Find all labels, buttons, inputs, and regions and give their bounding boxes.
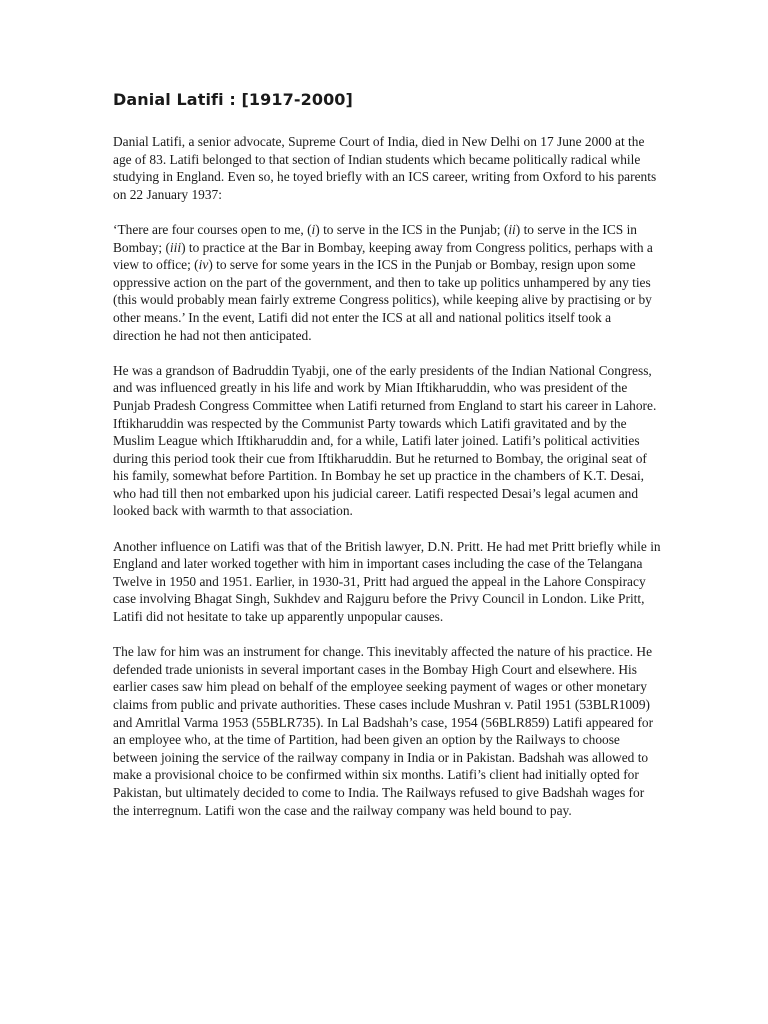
paragraph bbox=[113, 362, 661, 520]
paragraph bbox=[113, 643, 661, 819]
text-run: ‘There are four courses open to me, ( bbox=[113, 221, 312, 237]
italic-text-run: iv bbox=[198, 257, 209, 273]
paragraph bbox=[113, 538, 661, 626]
paragraph bbox=[113, 221, 661, 344]
text-run: Another influence on Latifi was that of the British lawyer, D.N. Pritt. He had met Pritt briefly while in England and later worked together with him in important cases including the case of the Telangana Twelve in 1950 and 1951. Earlier, in 1930-31, Pritt had argued the appeal in the Lahore Conspiracy case involving Bhagat Singh, Sukhdev and Rajguru before the Privy Council in London. Like Pritt, Latifi did not hesitate to take up apparently unpopular causes. bbox=[113, 538, 661, 625]
document-title: Danial Latifi : [1917-2000] bbox=[113, 90, 353, 109]
text-run: ) to practice at the Bar in Bombay, keeping away from Congress politics, perhaps with a view to office; ( bbox=[113, 239, 653, 273]
text-run: ) to serve for some years in the ICS in the Punjab or Bombay, resign upon some oppressive action on the part of the government, and then to take up politics unhampered by any ties (this would probably mean fairly extreme Congress politics), while keeping alive by practising or by other means.’ In the event, Latifi did not enter the ICS at all and national politics itself took a direction he had not then anticipated. bbox=[113, 257, 652, 343]
document-body bbox=[113, 90, 661, 837]
text-run: ) to serve in the ICS in Bombay; ( bbox=[113, 221, 638, 255]
paragraph-container bbox=[113, 133, 661, 819]
text-run: ) to serve in the ICS in the Punjab; ( bbox=[315, 221, 509, 237]
text-run: Danial Latifi, a senior advocate, Supreme Court of India, died in New Delhi on 17 June 2000 at the age of 83. Latifi belonged to that section of Indian students which became politically radical while studying in England. Even so, he toyed briefly with an ICS career, writing from Oxford to his parents on 22 January 1937: bbox=[113, 134, 657, 202]
italic-text-run: ii bbox=[508, 221, 516, 237]
text-run: He was a grandson of Badruddin Tyabji, one of the early presidents of the Indian National Congress, and was influenced greatly in his life and work by Mian Iftikharuddin, who was president of the Punjab Pradesh Congress Committee when Latifi returned from England to start his career in Lahore. Iftikharuddin was respected by the Communist Party towards which Latifi gravitated and by the Muslim League which Iftikharuddin and, for a while, Latifi later joined. Latifi’s political activities during this period took their cue from Iftikharuddin. But he returned to Bombay, the original seat of his family, somewhat before Partition. In Bombay he set up practice in the chambers of K.T. Desai, who had till then not embarked upon his judicial career. Latifi respected Desai’s legal acumen and looked back with warmth to that association. bbox=[113, 362, 657, 519]
paragraph bbox=[113, 133, 661, 203]
italic-text-run: i bbox=[311, 221, 316, 237]
text-run: The law for him was an instrument for change. This inevitably affected the nature of his practice. He defended trade unionists in several important cases in the Bombay High Court and elsewhere. His earlier cases saw him plead on behalf of the employee seeking payment of wages or other monetary claims from public and private authorities. These cases include Mushran v. Patil 1951 (53BLR1009) and Amritlal Varma 1953 (55BLR735). In Lal Badshah’s case, 1954 (56BLR859) Latifi appeared for an employee who, at the time of Partition, had been given an option by the Railways to choose between joining the service of the railway company in India or in Pakistan. Badshah was allowed to make a provisional choice to be confirmed within six months. Latifi’s client had initially opted for Pakistan, but ultimately decided to come to India. The Railways refused to give Badshah wages for the interregnum. Latifi won the case and the railway company was held bound to pay. bbox=[113, 644, 654, 818]
italic-text-run: iii bbox=[169, 239, 182, 255]
